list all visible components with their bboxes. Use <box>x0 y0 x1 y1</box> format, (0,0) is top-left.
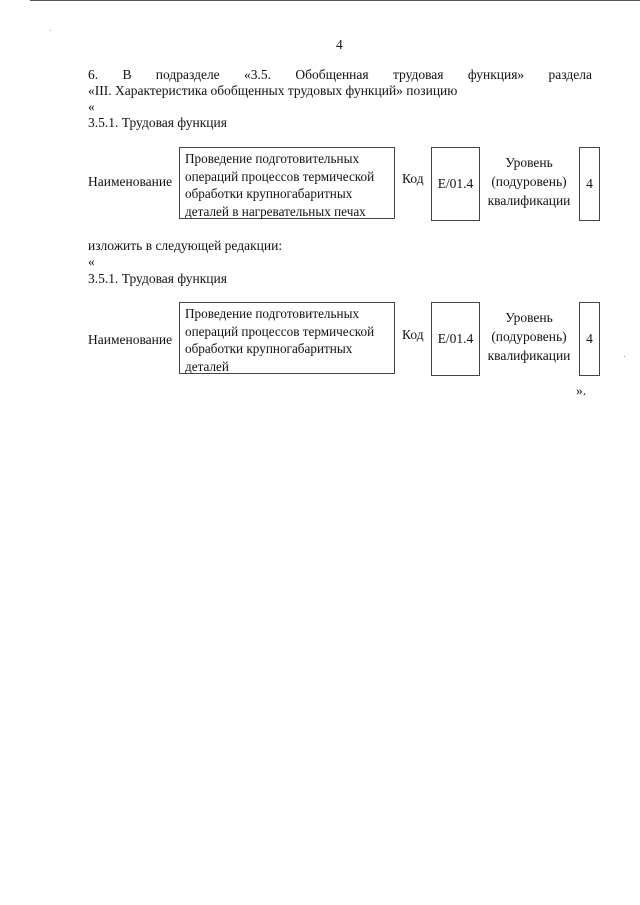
level-label-line: Уровень <box>505 155 553 170</box>
desc-line: обработки крупногабаритных <box>185 186 353 201</box>
desc-line: операций процессов термической <box>185 168 375 184</box>
desc-line: операций процессов термической <box>185 323 375 339</box>
item-6-line2: «III. Характеристика обобщенных трудовых функций» позицию <box>88 83 458 98</box>
function-heading: 3.5.1. Трудовая функция <box>88 271 227 286</box>
item-word: В <box>122 67 132 82</box>
code-box <box>431 302 480 376</box>
open-quote: « <box>88 254 95 269</box>
code-label: Код <box>402 327 424 342</box>
level-label-line: квалификации <box>487 193 571 208</box>
level-label-line: квалификации <box>487 348 571 363</box>
level-box <box>579 302 600 376</box>
level-value: 4 <box>586 331 593 346</box>
name-label: Наименование <box>88 332 173 347</box>
item-word: функция» <box>467 67 525 82</box>
name-label: Наименование <box>88 174 173 189</box>
item-word: подразделе <box>155 67 220 82</box>
function-heading: 3.5.1. Трудовая функция <box>88 115 227 130</box>
code-box <box>431 147 480 221</box>
code-value: Е/01.4 <box>437 331 474 346</box>
scan-top-edge <box>30 0 640 1</box>
code-value: Е/01.4 <box>437 176 474 191</box>
replace-instruction: изложить в следующей редакции: <box>88 238 283 253</box>
desc-line: Проведение подготовительных <box>185 306 360 321</box>
item-word: трудовая <box>392 67 444 82</box>
desc-line: Проведение подготовительных <box>185 151 360 166</box>
code-label: Код <box>402 171 424 186</box>
level-box <box>579 147 600 221</box>
level-label-line: (подуровень) <box>491 174 567 189</box>
level-label <box>484 308 574 365</box>
function-name-box <box>179 302 395 374</box>
scan-speck <box>50 30 51 31</box>
item-word: Обобщенная <box>295 67 369 82</box>
level-label <box>484 153 574 210</box>
function-name-box <box>179 147 395 219</box>
desc-line: деталей <box>185 358 229 374</box>
page-number: 4 <box>336 37 343 52</box>
level-label-line: Уровень <box>505 310 553 325</box>
desc-line: деталей в нагревательных печах <box>185 203 366 219</box>
open-quote: « <box>88 99 95 114</box>
item-word: раздела <box>548 67 592 82</box>
level-label-line: (подуровень) <box>491 329 567 344</box>
item-word: 6. <box>88 67 99 82</box>
item-6-line1 <box>88 67 592 83</box>
item-word: «3.5. <box>244 67 271 82</box>
scan-speck <box>624 356 625 357</box>
desc-line: обработки крупногабаритных <box>185 341 353 356</box>
level-value: 4 <box>586 176 593 191</box>
close-quote: ». <box>576 383 587 398</box>
